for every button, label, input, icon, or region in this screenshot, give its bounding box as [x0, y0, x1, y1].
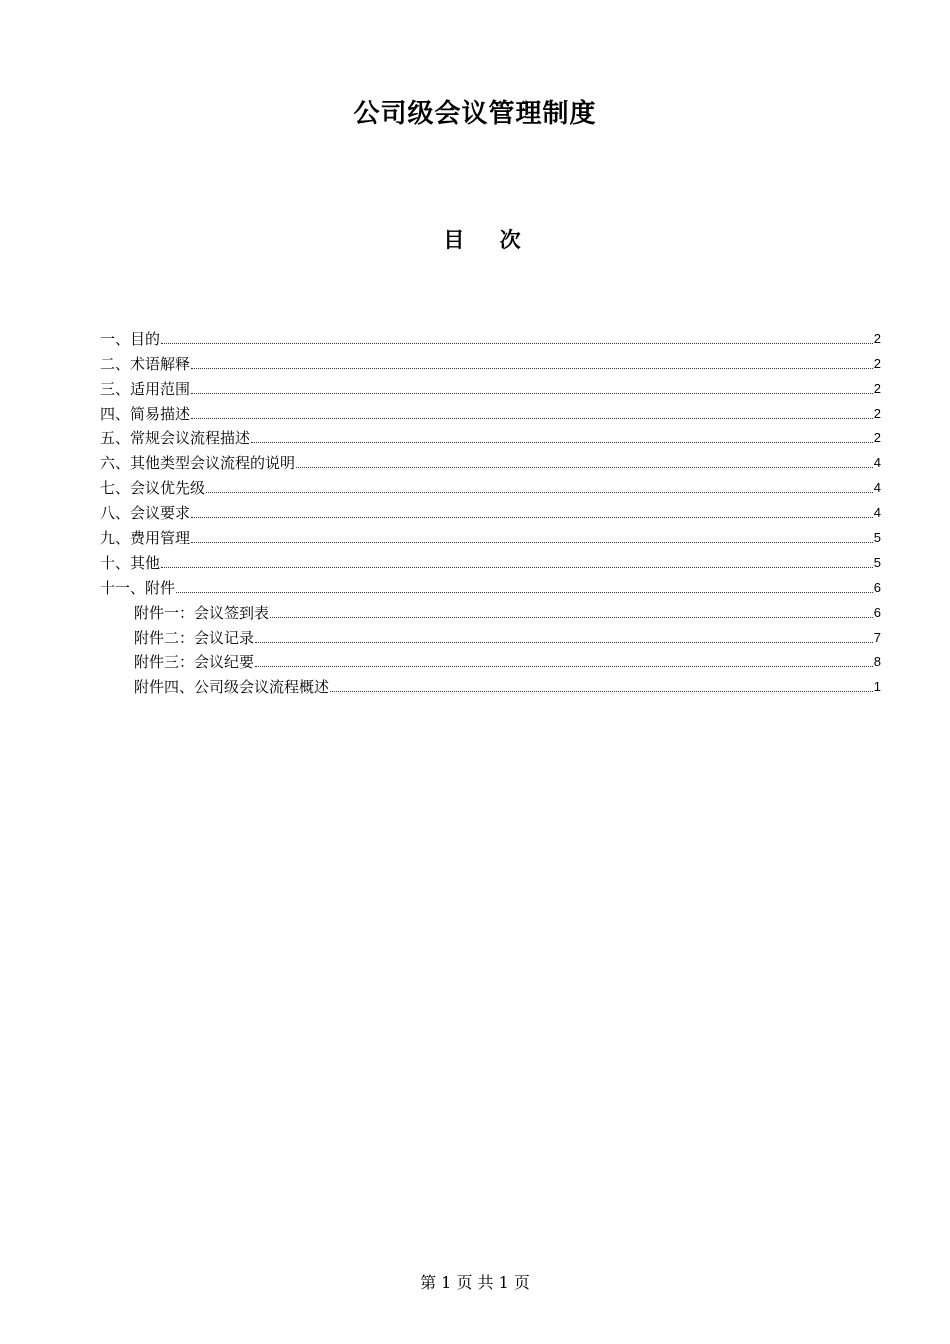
toc-leader-dots: [330, 691, 873, 692]
toc-leader-dots: [191, 418, 873, 419]
toc-entry-page-number: 6: [873, 579, 881, 595]
toc-leader-dots: [206, 492, 873, 493]
toc-entry-page-number: 2: [873, 430, 881, 446]
toc-leader-dots: [176, 592, 873, 593]
toc-entry-page-number: 4: [873, 455, 881, 471]
toc-leader-dots: [191, 368, 873, 369]
toc-entry[interactable]: [100, 424, 881, 449]
toc-entry-page-number: 2: [873, 405, 881, 421]
toc-leader-dots: [191, 542, 873, 543]
toc-entry-label: 附件二：会议记录: [134, 628, 255, 647]
toc-entry[interactable]: [100, 399, 881, 424]
toc-entry-page-number: 1: [873, 679, 881, 695]
toc-leader-dots: [255, 642, 873, 643]
toc-leader-dots: [161, 343, 873, 344]
toc-leader-dots: [296, 467, 873, 468]
page-footer: 第 1 页 共 1 页: [420, 1273, 530, 1292]
table-of-contents: [100, 324, 881, 697]
toc-entry-label: 附件四、公司级会议流程概述: [134, 678, 330, 697]
toc-entry-page-number: 2: [873, 355, 881, 371]
toc-leader-dots: [255, 666, 873, 667]
toc-entry-page-number: 6: [873, 604, 881, 620]
toc-entry[interactable]: [100, 473, 881, 498]
toc-entry-label: 二、术语解释: [100, 354, 191, 373]
toc-entry[interactable]: [100, 623, 881, 648]
toc-entry-label: 附件一：会议签到表: [134, 603, 270, 622]
document-title: 公司级会议管理制度: [353, 99, 597, 129]
toc-entry-label: 三、适用范围: [100, 379, 191, 398]
toc-entry-label: 九、费用管理: [100, 529, 191, 548]
toc-entry[interactable]: [100, 324, 881, 349]
toc-entry[interactable]: [100, 523, 881, 548]
toc-entry[interactable]: [100, 548, 881, 573]
toc-entry-label: 六、其他类型会议流程的说明: [100, 454, 296, 473]
toc-entry-page-number: 4: [873, 480, 881, 496]
toc-entry-page-number: 5: [873, 554, 881, 570]
toc-entry-label: 十一、附件: [100, 578, 176, 597]
toc-entry-label: 七、会议优先级: [100, 479, 206, 498]
toc-entry[interactable]: [100, 448, 881, 473]
toc-entry[interactable]: [100, 374, 881, 399]
toc-entry[interactable]: [100, 498, 881, 523]
toc-entry-label: 附件三：会议纪要: [134, 653, 255, 672]
toc-entry[interactable]: [100, 648, 881, 673]
toc-entry-label: 十、其他: [100, 553, 161, 572]
toc-entry[interactable]: [100, 672, 881, 697]
toc-entry-label: 一、目的: [100, 329, 161, 348]
toc-entry-page-number: 4: [873, 505, 881, 521]
toc-leader-dots: [270, 617, 873, 618]
toc-entry-page-number: 2: [873, 330, 881, 346]
toc-heading: 目 次: [443, 228, 535, 252]
toc-entry-label: 四、简易描述: [100, 404, 191, 423]
toc-entry-page-number: 5: [873, 530, 881, 546]
toc-entry[interactable]: [100, 349, 881, 374]
toc-entry-page-number: 8: [873, 654, 881, 670]
toc-leader-dots: [191, 517, 873, 518]
toc-entry-label: 八、会议要求: [100, 504, 191, 523]
toc-entry-label: 五、常规会议流程描述: [100, 429, 251, 448]
toc-leader-dots: [191, 393, 873, 394]
toc-leader-dots: [161, 567, 873, 568]
toc-entry[interactable]: [100, 573, 881, 598]
toc-entry-page-number: 2: [873, 380, 881, 396]
toc-entry[interactable]: [100, 598, 881, 623]
toc-entry-page-number: 7: [873, 629, 881, 645]
toc-leader-dots: [251, 442, 873, 443]
